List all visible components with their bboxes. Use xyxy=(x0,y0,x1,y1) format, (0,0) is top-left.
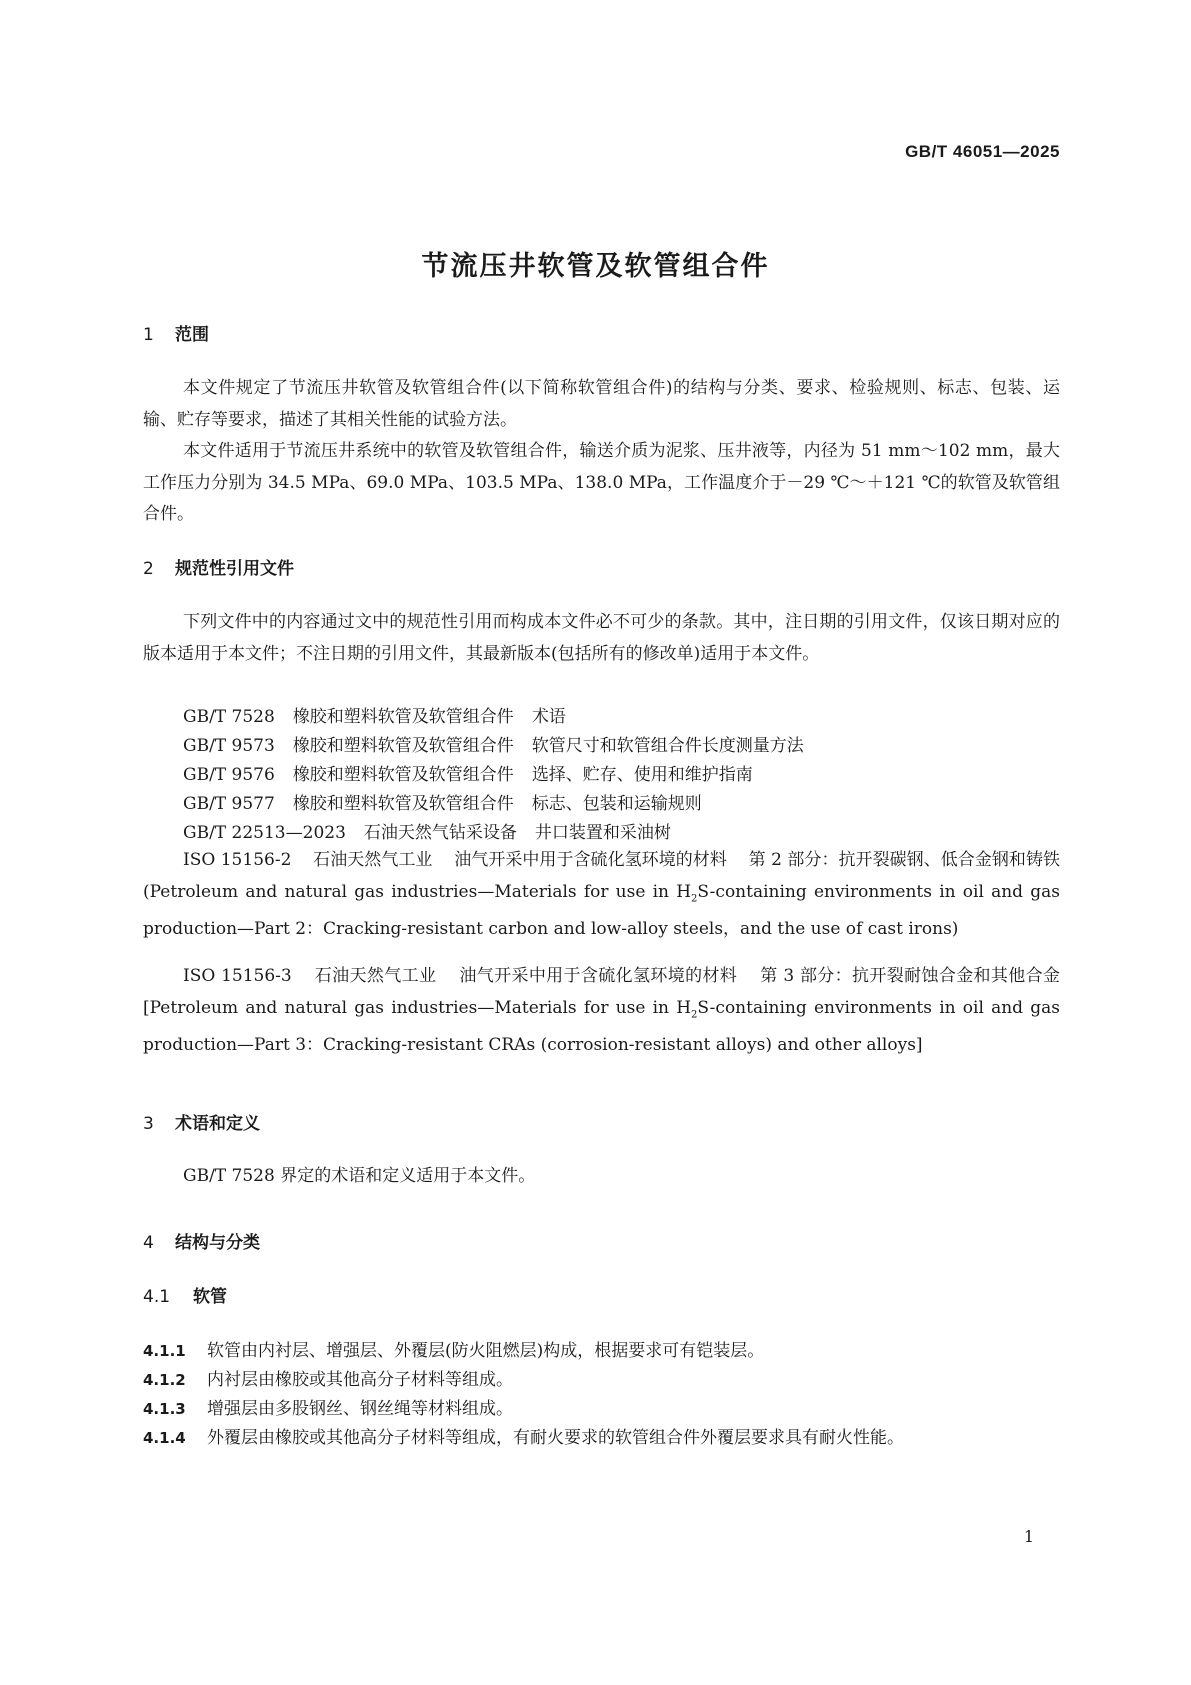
reference-code: GB/T 9577 xyxy=(183,794,275,814)
section-title: 结构与分类 xyxy=(175,1233,260,1253)
reference-subtitle: 选择、贮存、使用和维护指南 xyxy=(531,765,753,785)
standard-code: GB/T 46051—2025 xyxy=(905,142,1060,161)
clause-item xyxy=(143,1365,513,1390)
section-4-heading xyxy=(143,1228,260,1253)
reference-item xyxy=(183,818,671,843)
reference-subtitle: 井口装置和采油树 xyxy=(534,823,671,843)
document-title: 节流压井软管及软管组合件 xyxy=(421,251,770,282)
reference-code: ISO 15156-3 xyxy=(183,966,292,986)
english-title: S-containing environments in oil and gas production—Part 2：Cracking-resistant carbon and low-alloy steels，and the use of cast irons) xyxy=(143,881,1061,940)
scope-paragraph-2: 本文件适用于节流压井系统中的软管及软管组合件，输送介质为泥浆、压井液等，内径为 51 mm～102 mm，最大工作压力分别为 34.5 MPa、69.0 MPa、103.5 MPa、138.0 MPa，工作温度介于－29 ℃～＋121 ℃的软管及软管组合件。 xyxy=(143,441,1060,524)
reference-title: 橡胶和塑料软管及软管组合件 xyxy=(292,794,514,814)
section-title: 规范性引用文件 xyxy=(175,559,294,579)
section-number: 2 xyxy=(143,559,154,579)
iso-reference-item xyxy=(143,961,1060,1062)
reference-code: GB/T 9573 xyxy=(183,736,275,756)
clause-number: 4.1.4 xyxy=(143,1429,186,1447)
normative-intro: 下列文件中的内容通过文中的规范性引用而构成本文件必不可少的条款。其中，注日期的引用文件，仅该日期对应的版本适用于本文件；不注日期的引用文件，其最新版本(包括所有的修改单)适用于本文件。 xyxy=(143,612,1060,664)
reference-code: GB/T 9576 xyxy=(183,765,275,785)
reference-title: 石油天然气工业 xyxy=(314,966,437,986)
section-1-heading xyxy=(143,320,209,345)
iso-reference-item xyxy=(143,845,1060,946)
clause-text: 外覆层由橡胶或其他高分子材料等组成，有耐火要求的软管组合件外覆层要求具有耐火性能。 xyxy=(207,1428,904,1448)
clause-number: 4.1.2 xyxy=(143,1371,186,1389)
section-title: 术语和定义 xyxy=(175,1114,260,1134)
section-number: 3 xyxy=(143,1114,154,1134)
reference-title: 橡胶和塑料软管及软管组合件 xyxy=(292,736,514,756)
subsection-4-1-heading xyxy=(143,1282,227,1307)
english-title: [Petroleum and natural gas industries—Materials for use in H xyxy=(143,997,692,1018)
clause-text: 软管由内衬层、增强层、外覆层(防火阻燃层)构成，根据要求可有铠装层。 xyxy=(207,1341,765,1361)
reference-subtitle: 标志、包装和运输规则 xyxy=(531,794,702,814)
reference-subtitle: 软管尺寸和软管组合件长度测量方法 xyxy=(531,736,804,756)
reference-title: 橡胶和塑料软管及软管组合件 xyxy=(292,707,514,727)
reference-subtitle: 第 2 部分：抗开裂碳钢、低合金钢和铸铁 xyxy=(748,850,1060,870)
reference-title: 石油天然气工业 xyxy=(313,850,433,870)
reference-item xyxy=(183,789,702,814)
scope-paragraph-1: 本文件规定了节流压井软管及软管组合件(以下简称软管组合件)的结构与分类、要求、检验规则、标志、包装、运输、贮存等要求，描述了其相关性能的试验方法。 xyxy=(143,378,1060,430)
reference-title: 橡胶和塑料软管及软管组合件 xyxy=(292,765,514,785)
reference-item xyxy=(183,731,804,756)
clause-number: 4.1.3 xyxy=(143,1400,186,1418)
reference-title: 石油天然气钻采设备 xyxy=(363,823,517,843)
reference-code: ISO 15156-2 xyxy=(183,850,292,870)
reference-title: 油气开采中用于含硫化氢环境的材料 xyxy=(454,850,727,870)
clause-item xyxy=(143,1423,904,1448)
subsection-title: 软管 xyxy=(193,1287,227,1307)
section-2-heading xyxy=(143,554,294,579)
clause-item xyxy=(143,1336,764,1361)
subscript: 2 xyxy=(691,892,698,904)
subsection-number: 4.1 xyxy=(143,1287,171,1307)
english-title: S-containing environments in oil and gas production—Part 3：Cracking-resistant CRAs (corrosion-resistant alloys) and other alloys] xyxy=(143,997,1061,1056)
reference-subtitle: 术语 xyxy=(531,707,566,727)
reference-item xyxy=(183,760,753,785)
terms-paragraph: GB/T 7528 界定的术语和定义适用于本文件。 xyxy=(183,1166,536,1186)
clause-text: 内衬层由橡胶或其他高分子材料等组成。 xyxy=(207,1370,513,1390)
reference-code: GB/T 7528 xyxy=(183,707,275,727)
section-number: 1 xyxy=(143,325,154,345)
reference-code: GB/T 22513—2023 xyxy=(183,823,346,843)
section-3-heading xyxy=(143,1109,260,1134)
clause-text: 增强层由多股钢丝、钢丝绳等材料组成。 xyxy=(207,1399,513,1419)
clause-number: 4.1.1 xyxy=(143,1342,186,1360)
clause-item xyxy=(143,1394,513,1419)
section-number: 4 xyxy=(143,1233,154,1253)
english-title: (Petroleum and natural gas industries—Materials for use in H xyxy=(143,881,692,902)
reference-subtitle: 第 3 部分：抗开裂耐蚀合金和其他合金 xyxy=(760,966,1061,986)
reference-title: 油气开采中用于含硫化氢环境的材料 xyxy=(459,966,738,986)
section-title: 范围 xyxy=(175,325,209,345)
page-number: 1 xyxy=(1023,1527,1034,1546)
subscript: 2 xyxy=(691,1008,698,1020)
reference-item xyxy=(183,702,566,727)
